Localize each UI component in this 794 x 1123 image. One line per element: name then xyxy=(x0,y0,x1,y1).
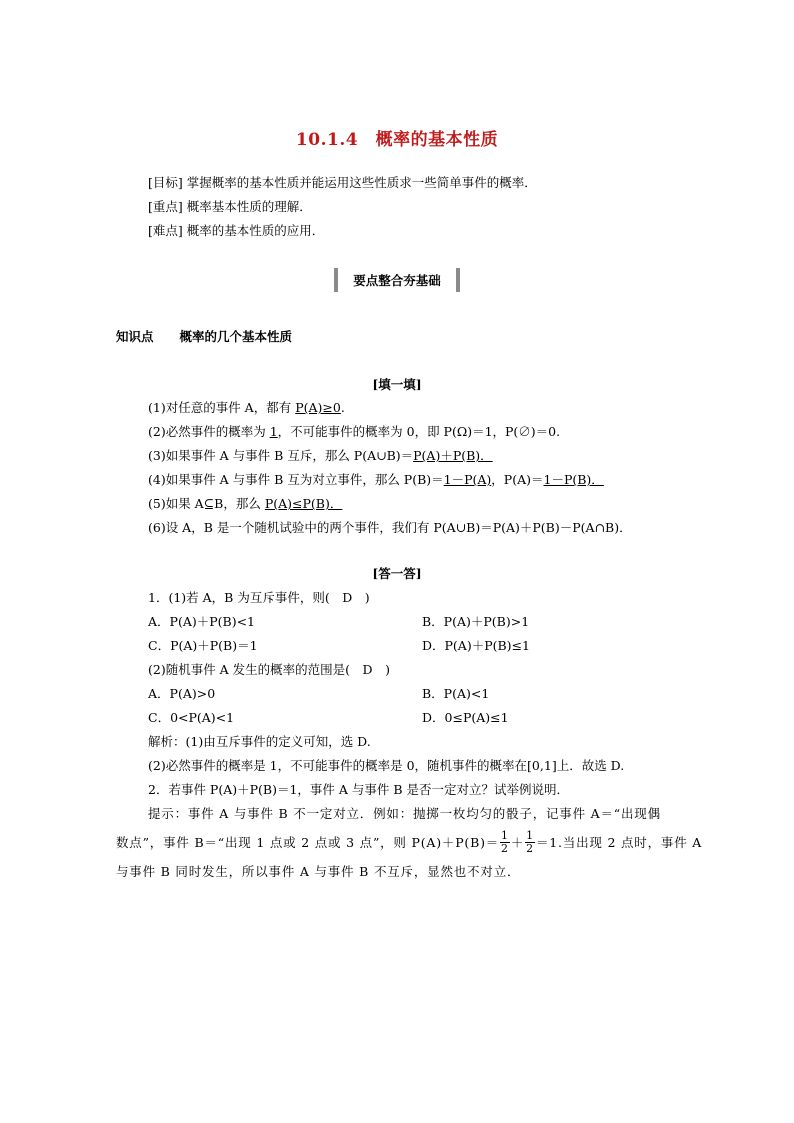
fill-text: (3)如果事件 A 与事件 B 互斥，那么 P(A∪B)＝ xyxy=(148,448,414,463)
fill-text: ，P(A)＝ xyxy=(491,472,544,487)
option-a: A．P(A)＋P(B)<1 xyxy=(148,614,255,629)
question-1-2: (2)随机事件 A 发生的概率的范围是( D ) xyxy=(148,662,390,677)
fill-answer: P(A)≥0 xyxy=(295,400,341,415)
question-1-1: 1．(1)若 A，B 为互斥事件，则( D ) xyxy=(148,590,370,605)
hint-text: 数点”，事件 B＝“出现 1 点或 2 点或 3 点”，则 P(A)＋P(B)＝ xyxy=(116,834,500,850)
hint-line-1: 提示：事件 A 与事件 B 不一定对立．例如：抛掷一枚均匀的骰子，记事件 A＝“出现偶 xyxy=(148,806,661,821)
fill-answer: P(A)≤P(B)． xyxy=(264,496,343,511)
fill-item-3 xyxy=(148,448,493,464)
question-2: 2．若事件 P(A)＋P(B)＝1，事件 A 与事件 B 是否一定对立？试举例说明． xyxy=(148,782,570,797)
fill-text: . xyxy=(340,400,345,415)
fill-answer: 1－P(A) xyxy=(443,472,492,487)
knowledge-point-heading xyxy=(116,327,292,345)
fill-text: (5)如果 A⊆B，那么 xyxy=(148,496,265,511)
fill-item-1 xyxy=(148,400,345,416)
option-a: A．P(A)>0 xyxy=(148,686,216,701)
fill-item-5 xyxy=(148,496,342,512)
fill-text: (6)设 A，B 是一个随机试验中的两个事件，我们有 P(A∪B)＝P(A)＋P(B)－P(A∩B)． xyxy=(148,520,632,535)
fill-answer: 1 xyxy=(269,424,278,439)
fraction-denominator: 2 xyxy=(501,842,509,855)
fraction-numerator: 1 xyxy=(501,829,509,842)
fill-item-2 xyxy=(148,424,560,440)
fill-item-6 xyxy=(148,520,632,536)
fill-answer: 1－P(B)． xyxy=(543,472,604,487)
fraction-denominator: 2 xyxy=(526,842,534,855)
difficulty-line: [难点] 概率的基本性质的应用． xyxy=(148,223,325,238)
option-b: B．P(A)＋P(B)>1 xyxy=(422,614,530,629)
knowledge-point-label: 知识点 xyxy=(116,329,154,344)
goal-line: [目标] 掌握概率的基本性质并能运用这些性质求一些简单事件的概率． xyxy=(148,175,537,190)
page-title: 10.1.4 概率的基本性质 xyxy=(295,130,499,150)
option-c: C．0<P(A)<1 xyxy=(148,710,235,725)
fraction-one-half xyxy=(500,830,510,855)
section-banner xyxy=(334,268,460,292)
plus-sign: ＋ xyxy=(510,834,525,850)
option-d: D．0≤P(A)≤1 xyxy=(422,710,509,725)
option-d: D．P(A)＋P(B)≤1 xyxy=(422,638,530,653)
fill-in-heading: [填一填] xyxy=(372,377,422,392)
option-c: C．P(A)＋P(B)＝1 xyxy=(148,638,258,653)
analysis-line-1: 解析：(1)由互斥事件的定义可知，选 D. xyxy=(148,734,371,749)
fill-answer: P(A)＋P(B)． xyxy=(413,448,493,463)
fill-item-4 xyxy=(148,472,604,488)
fill-text: (4)如果事件 A 与事件 B 互为对立事件，那么 P(B)＝ xyxy=(148,472,444,487)
fraction-one-half xyxy=(525,830,535,855)
knowledge-point-name: 概率的几个基本性质 xyxy=(179,329,293,344)
fill-text: ，不可能事件的概率为 0，即 P(Ω)＝1，P(∅)＝0. xyxy=(277,424,561,439)
fill-text: (2)必然事件的概率为 xyxy=(148,424,270,439)
banner-text: 要点整合夯基础 xyxy=(353,273,441,288)
qa-heading: [答一答] xyxy=(372,566,422,581)
key-point-line: [重点] 概率基本性质的理解． xyxy=(148,199,312,214)
hint-line-3: 与事件 B 同时发生，所以事件 A 与事件 B 不互斥，显然也不对立． xyxy=(116,864,521,879)
banner-right-bar xyxy=(456,268,460,292)
fill-text: (1)对任意的事件 A，都有 xyxy=(148,400,296,415)
option-b: B．P(A)<1 xyxy=(422,686,490,701)
hint-text: ＝1.当出现 2 点时，事件 A xyxy=(535,834,703,850)
analysis-line-2: (2)必然事件的概率是 1，不可能事件的概率是 0，随机事件的概率在[0,1]上．故选 D. xyxy=(148,758,625,773)
hint-line-2 xyxy=(116,830,702,855)
fraction-numerator: 1 xyxy=(526,829,534,842)
